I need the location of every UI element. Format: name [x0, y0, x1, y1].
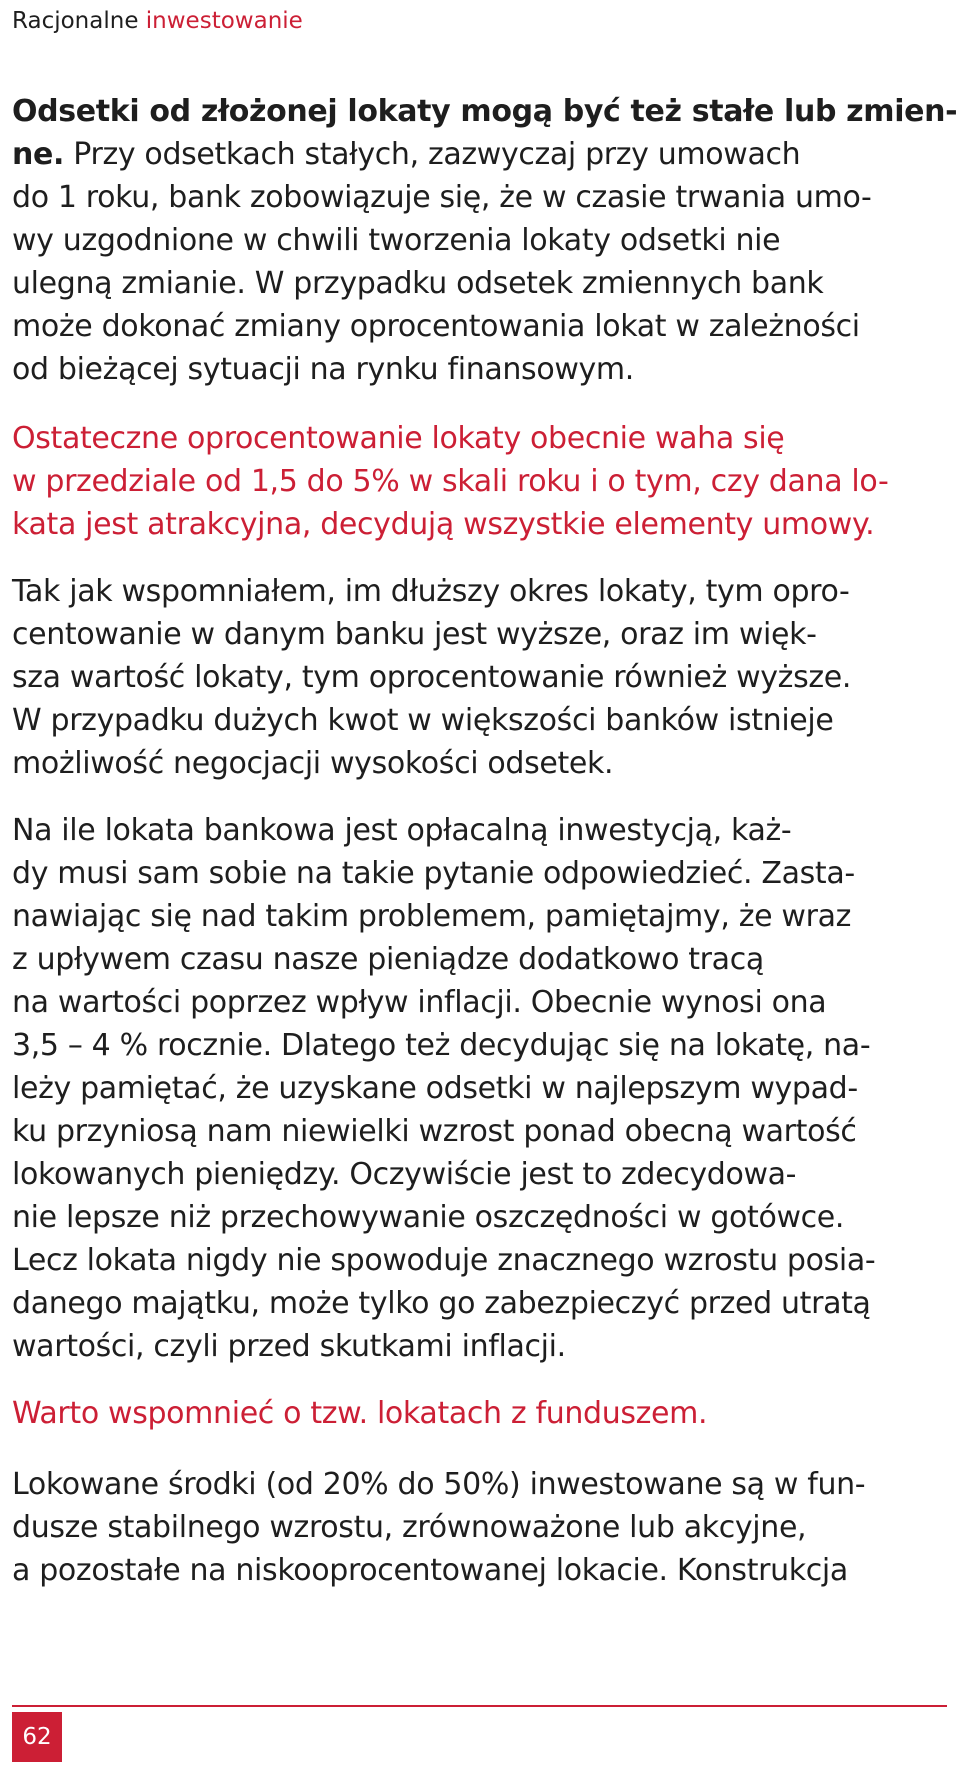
- text-line: lokowanych pieniędzy. Oczywiście jest to zdecydowa-: [12, 1157, 797, 1192]
- text-line: dy musi sam sobie na takie pytanie odpowiedzieć. Zasta-: [12, 856, 855, 891]
- text-line: na wartości poprzez wpływ inflacji. Obecnie wynosi ona: [12, 985, 827, 1020]
- header-title-part2: inwestowanie: [145, 8, 303, 34]
- paragraph-profitability: [12, 809, 947, 1368]
- line-continuation: Przy odsetkach stałych, zazwyczaj przy umowach: [64, 137, 801, 172]
- text-line: [12, 133, 947, 176]
- lead-line-end: ne.: [12, 137, 65, 172]
- text-line: od bieżącej sytuacji na rynku finansowym.: [12, 352, 634, 387]
- text-line: może dokonać zmiany oprocentowania lokat w zależności: [12, 309, 860, 344]
- lead-line: Odsetki od złożonej lokaty mogą być też stałe lub zmien-: [12, 94, 958, 129]
- header-title-part1: Racjonalne: [12, 8, 139, 34]
- text-line: danego majątku, może tylko go zabezpieczyć przed utratą: [12, 1286, 871, 1321]
- text-line: leży pamiętać, że uzyskane odsetki w najlepszym wypad-: [12, 1071, 858, 1106]
- paragraph-fund-deposits: [12, 1463, 947, 1592]
- running-header: [12, 6, 303, 36]
- text-line: centowanie w danym banku jest wyższe, oraz im więk-: [12, 617, 817, 652]
- text-line: wy uzgodnione w chwili tworzenia lokaty odsetki nie: [12, 223, 781, 258]
- text-line: możliwość negocjacji wysokości odsetek.: [12, 746, 614, 781]
- text-line: wartości, czyli przed skutkami inflacji.: [12, 1329, 566, 1364]
- page-body: [12, 90, 958, 1616]
- subheading-text: Warto wspomnieć o tzw. lokatach z funduszem.: [12, 1396, 708, 1431]
- text-line: nie lepsze niż przechowywanie oszczędności w gotówce.: [12, 1200, 845, 1235]
- text-line: W przypadku dużych kwot w większości banków istnieje: [12, 703, 834, 738]
- page-number-badge: 62: [12, 1712, 62, 1762]
- highlight-line: kata jest atrakcyjna, decydują wszystkie elementy umowy.: [12, 507, 875, 542]
- text-line: Lokowane środki (od 20% do 50%) inwestowane są w fun-: [12, 1467, 866, 1502]
- text-line: ulegną zmianie. W przypadku odsetek zmiennych bank: [12, 266, 824, 301]
- highlight-line: w przedziale od 1,5 do 5% w skali roku i o tym, czy dana lo-: [12, 464, 889, 499]
- text-line: 3,5 – 4 % rocznie. Dlatego też decydując się na lokatę, na-: [12, 1028, 871, 1063]
- highlight-line: Ostateczne oprocentowanie lokaty obecnie waha się: [12, 421, 785, 456]
- section-subheading: [12, 1392, 947, 1435]
- paragraph-interest-rates: [12, 570, 947, 785]
- text-line: z upływem czasu nasze pieniądze dodatkowo tracą: [12, 942, 764, 977]
- text-line: ku przyniosą nam niewielki wzrost ponad obecną wartość: [12, 1114, 857, 1149]
- text-line: Tak jak wspomniałem, im dłuższy okres lokaty, tym opro-: [12, 574, 850, 609]
- highlight-paragraph: [12, 417, 947, 546]
- text-line: a pozostałe na niskooprocentowanej lokacie. Konstrukcja: [12, 1553, 848, 1588]
- text-line: sza wartość lokaty, tym oprocentowanie również wyższe.: [12, 660, 852, 695]
- footer-divider: [12, 1705, 947, 1707]
- paragraph-interest-types: [12, 90, 958, 391]
- text-line: do 1 roku, bank zobowiązuje się, że w czasie trwania umo-: [12, 180, 872, 215]
- text-line: nawiając się nad takim problemem, pamiętajmy, że wraz: [12, 899, 851, 934]
- text-line: dusze stabilnego wzrostu, zrównoważone lub akcyjne,: [12, 1510, 807, 1545]
- text-line: Na ile lokata bankowa jest opłacalną inwestycją, każ-: [12, 813, 792, 848]
- text-line: Lecz lokata nigdy nie spowoduje znacznego wzrostu posia-: [12, 1243, 876, 1278]
